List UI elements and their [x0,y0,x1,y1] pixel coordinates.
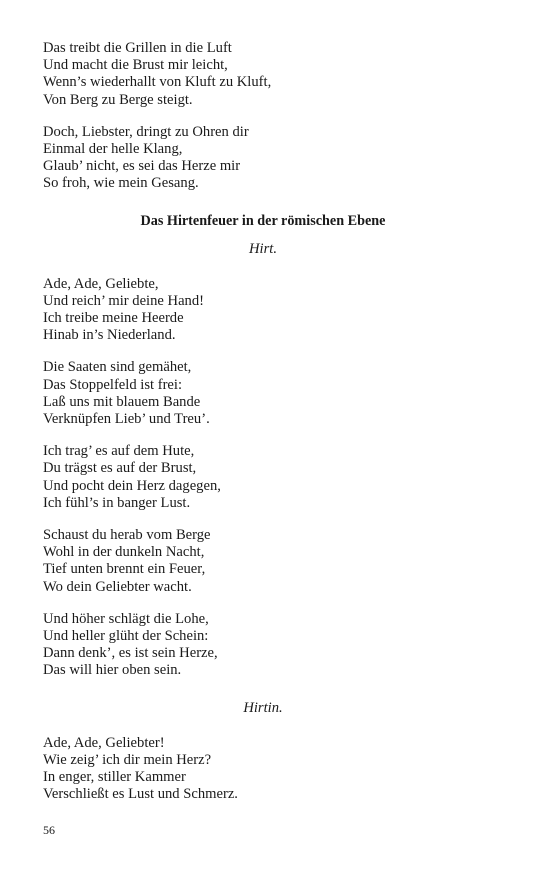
verse-line: Ich treibe meine Heerde [43,310,184,327]
page-number: 56 [43,823,55,837]
verse-line: Die Saaten sind gemähet, [43,359,192,376]
verse-line: Wenn’s wiederhallt von Kluft zu Kluft, [43,74,272,91]
verse-line: Das treibt die Grillen in die Luft [43,40,232,56]
verse-line: Einmal der helle Klang, [43,141,183,158]
speaker-label: Hirtin. [243,699,283,716]
verse-line: Glaub’ nicht, es sei das Herze mir [43,158,241,175]
verse-line: Das Stoppelfeld ist frei: [43,376,183,393]
verse-line: Von Berg zu Berge steigt. [43,91,193,108]
stanza [43,443,483,512]
verse-line: Und pocht dein Herz dagegen, [43,477,221,494]
verse-line: Verknüpfen Lieb’ und Treu’. [43,411,210,428]
verse-line: Ade, Ade, Geliebter! [43,734,165,751]
stanza [43,124,483,193]
stanza [43,527,483,596]
verse-line: Und macht die Brust mir leicht, [43,57,228,74]
stanza [43,611,483,680]
poem-title: Das Hirtenfeuer in der römischen Ebene [140,212,386,229]
verse-line: Das will hier oben sein. [43,662,182,679]
verse-line: Hinab in’s Niederland. [43,327,176,344]
verse-line: Und heller glüht der Schein: [43,628,209,645]
verse-line: Laß uns mit blauem Bande [43,393,201,410]
verse-line: Ich fühl’s in banger Lust. [43,494,191,511]
verse-line: Du trägst es auf der Brust, [43,460,197,477]
verse-line: Wohl in der dunkeln Nacht, [43,544,205,561]
speaker-label: Hirt. [249,240,277,257]
page-body [43,40,483,819]
verse-line: Verschließt es Lust und Schmerz. [43,786,238,803]
verse-line: Wo dein Geliebter wacht. [43,578,192,595]
verse-line: Tief unten brennt ein Feuer, [43,561,206,578]
stanza [43,735,483,804]
verse-line: Und reich’ mir deine Hand! [43,292,205,309]
stanza [43,359,483,428]
verse-line: Wie zeig’ ich dir mein Herz? [43,751,212,768]
stanza [43,40,483,109]
verse-line: Dann denk’, es ist sein Herze, [43,645,218,662]
verse-line: Ade, Ade, Geliebte, [43,275,159,292]
verse-line: Ich trag’ es auf dem Hute, [43,443,195,460]
stanza [43,276,483,345]
verse-line: So froh, wie mein Gesang. [43,175,199,192]
verse-line: In enger, stiller Kammer [43,769,186,786]
verse-line: Doch, Liebster, dringt zu Ohren dir [43,123,249,140]
verse-line: Und höher schlägt die Lohe, [43,610,209,627]
verse-line: Schaust du herab vom Berge [43,527,211,544]
